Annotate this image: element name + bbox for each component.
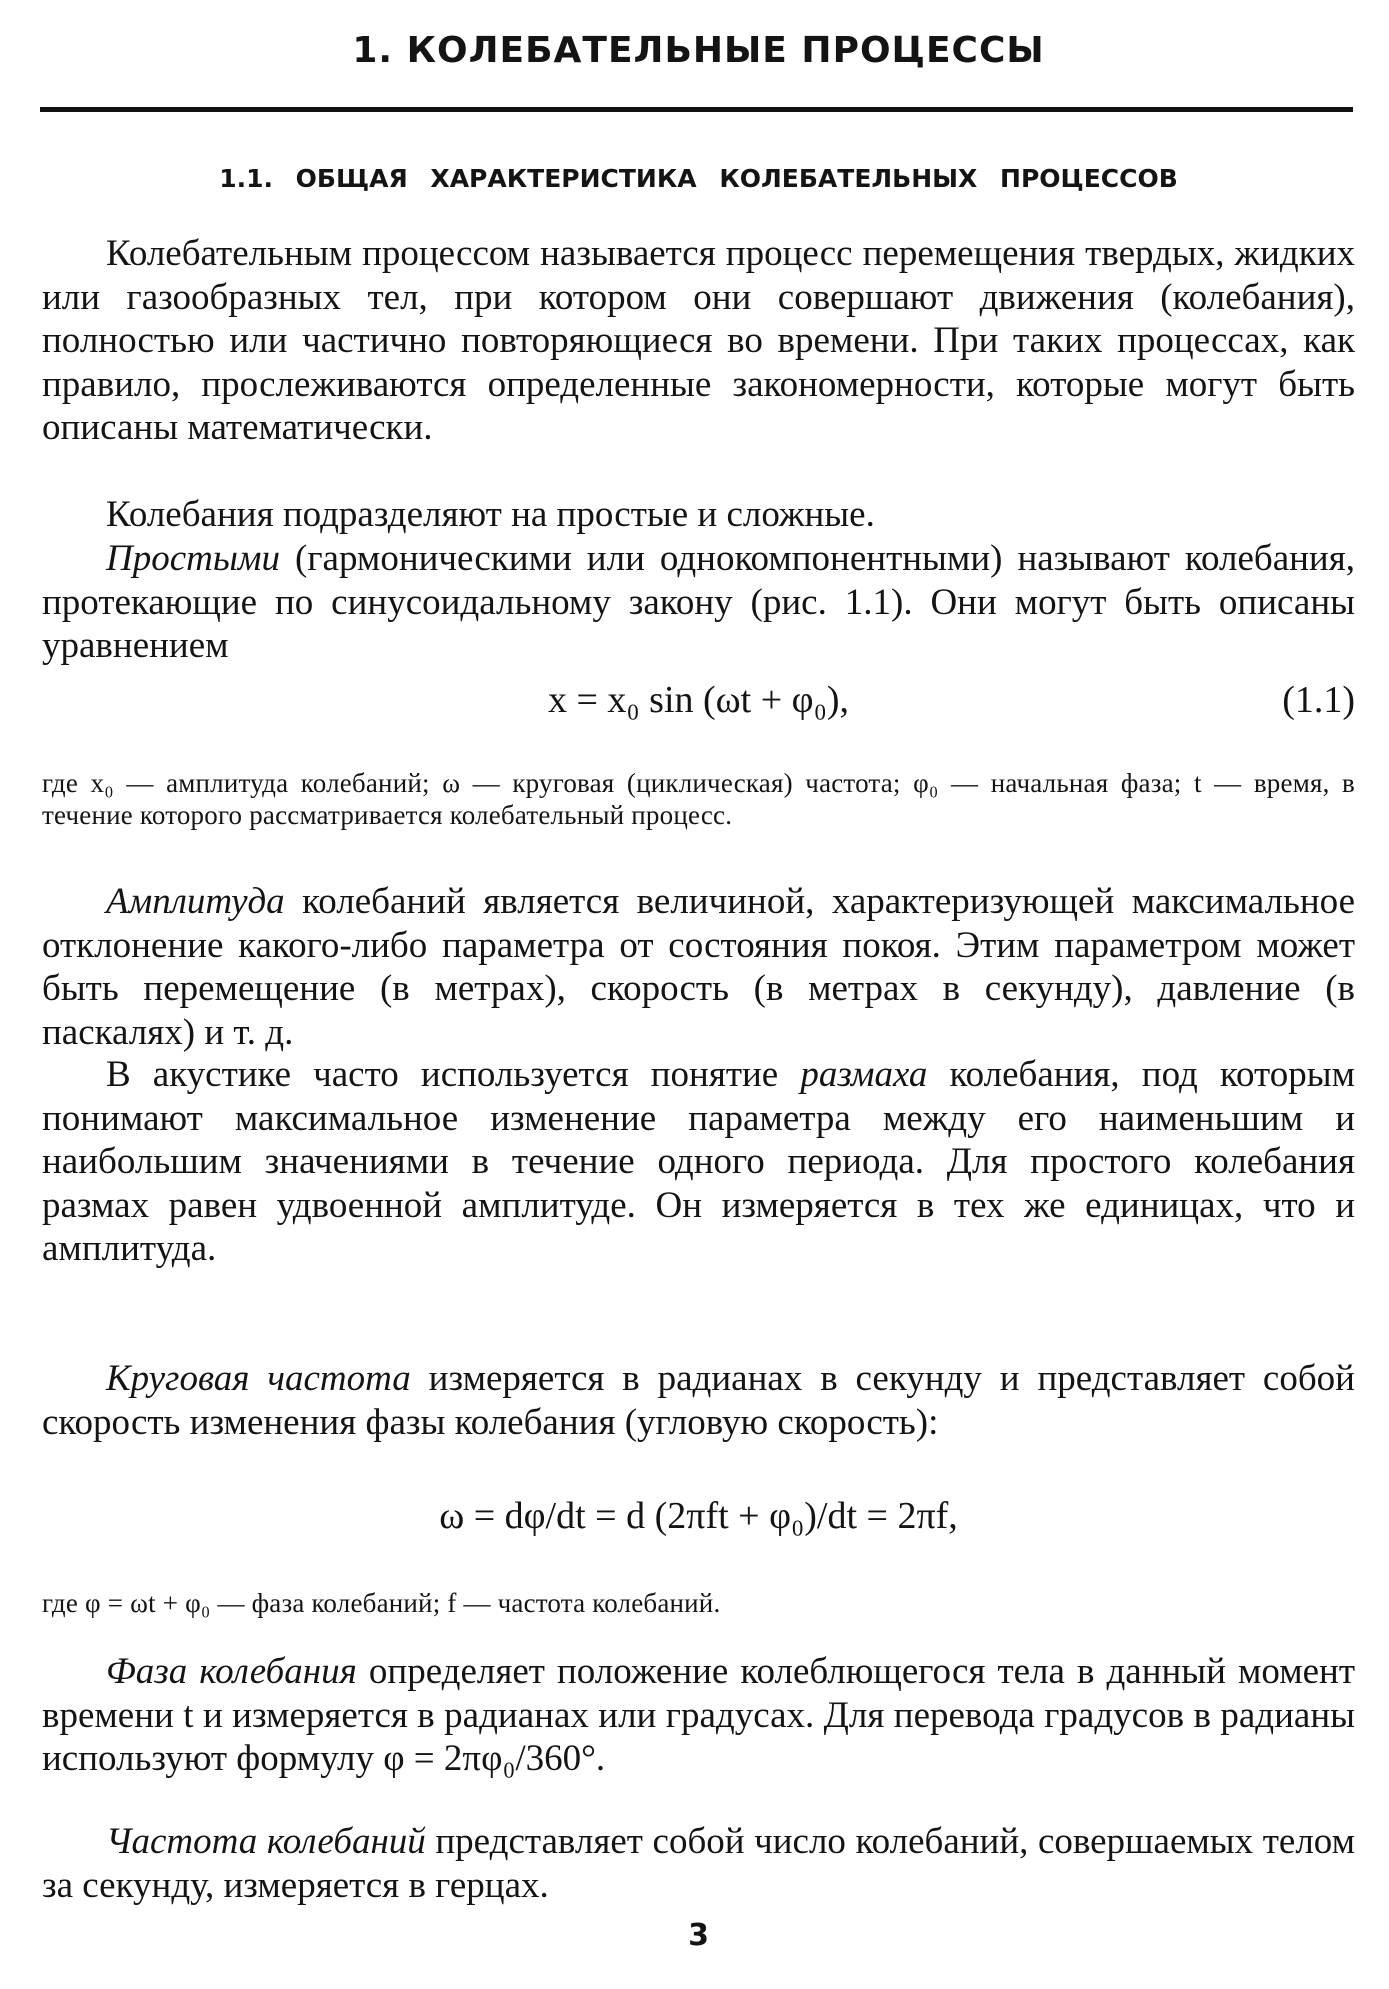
chapter-title: 1. КОЛЕБАТЕЛЬНЫЕ ПРОЦЕССЫ <box>352 30 1045 71</box>
term-phase: Фаза колебания <box>106 1651 357 1692</box>
equation-angular-frequency: ω = dφ/dt = d (2πft + φ₀)/dt = 2πf, <box>439 1495 958 1537</box>
paragraph-phase-text: определяет положение колеблющегося тела в данный момент времени t и измеряется в радианах или градусах. Для перевода градусов в радианы используют формулу φ = 2πφ₀/360°. <box>42 1651 1355 1779</box>
paragraph-range-text: колебания, под которым понимают максимальное изменение параметра между его наименьшим и наибольшим значениями в течение одного периода. Для простого колебания размах равен удвоенной амплитуде. Он измеряется в тех же единицах, что и амплитуда. <box>42 1054 1355 1269</box>
paragraph-simple-oscillations <box>42 537 1355 668</box>
paragraph-definition: Колебательным процессом называется процесс перемещения твердых, жидких или газообразных тел, при котором они совершают движения (колебания), полностью или частично повторяющиеся во времени. При таких процессах, как правило, прослеживаются определенные закономерности, которые могут быть описаны математически. <box>42 233 1355 448</box>
paragraph-angular-frequency-text: измеряется в радианах в секунду и представляет собой скорость изменения фазы колебания (угловую скорость): <box>42 1358 1355 1443</box>
term-frequency: Частота колебаний <box>106 1821 426 1862</box>
paragraph-amplitude-text: колебаний является величиной, характеризующей максимальное отклонение какого-либо параметра от состояния покоя. Этим параметром может быть перемещение (в метрах), скорость (в метрах в секунду), давление (в паскалях) и т. д. <box>42 881 1355 1053</box>
legend-phase: где φ = ωt + φ₀ — фаза колебаний; f — частота колебаний. <box>42 1588 721 1618</box>
chapter-divider <box>40 107 1353 112</box>
section-title: 1.1. ОБЩАЯ ХАРАКТЕРИСТИКА КОЛЕБАТЕЛЬНЫХ ПРОЦЕССОВ <box>219 164 1178 193</box>
page-number: 3 <box>688 1918 709 1953</box>
paragraph-angular-frequency <box>42 1357 1355 1444</box>
term-simple: Простыми <box>106 538 281 579</box>
equation-1-1-number: (1.1) <box>1282 679 1355 721</box>
paragraph-frequency-text: представляет собой число колебаний, совершаемых телом за секунду, измеряется в герцах. <box>42 1821 1355 1906</box>
equation-1-1 <box>42 678 1355 722</box>
paragraph-range <box>42 1053 1355 1271</box>
paragraph-range-intro: В акустике часто используется понятие <box>106 1054 801 1095</box>
paragraph-phase <box>42 1650 1355 1781</box>
term-amplitude: Амплитуда <box>106 881 285 922</box>
legend-equation-1-1: где x₀ — амплитуда колебаний; ω — круговая (циклическая) частота; φ₀ — начальная фаза; t — время, в течение которого рассматривается колебательный процесс. <box>42 768 1355 830</box>
equation-1-1-formula: x = x₀ sin (ωt + φ₀), <box>547 679 849 721</box>
paragraph-simple-text: (гармоническими или однокомпонентными) называют колебания, протекающие по синусоидальному закону (рис. 1.1). Они могут быть описаны уравнением <box>42 538 1355 666</box>
paragraph-classification: Колебания подразделяют на простые и сложные. <box>106 494 875 535</box>
paragraph-amplitude <box>42 880 1355 1054</box>
paragraph-frequency <box>42 1820 1355 1907</box>
term-range: размаха <box>800 1054 928 1095</box>
term-angular-frequency: Круговая частота <box>106 1358 411 1399</box>
